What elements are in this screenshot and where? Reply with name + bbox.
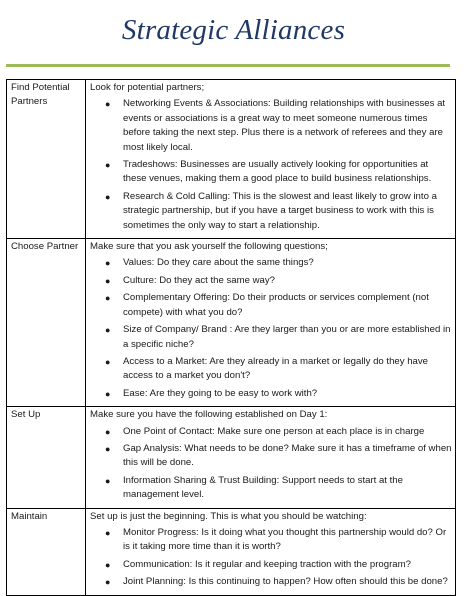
list-item <box>105 256 452 270</box>
row-label: Set Up <box>7 407 86 508</box>
list-item <box>105 474 452 503</box>
list-item-text: Networking Events & Associations: Building relationships with businesses at events or associations is a great way to meet someone numerous times before taking the next step. Plus there is a network of referees and they are most likely local. <box>123 98 446 153</box>
list-item <box>105 355 452 384</box>
list-item-text: Access to a Market: Are they already in a market or legally do they have access to a market you don't? <box>123 355 429 382</box>
bullet-icon: ● <box>105 559 111 570</box>
list-item-text: Monitor Progress: Is it doing what you thought this partnership would do? Or is it taking more time than it is worth? <box>123 526 447 553</box>
bullet-icon: ● <box>105 275 111 286</box>
bullet-list <box>90 526 452 590</box>
row-intro: Make sure you have the following established on Day 1: <box>90 409 328 421</box>
list-item-text: Tradeshows: Businesses are usually actively looking for opportunities at these venues, making them a good place to build business relationships. <box>123 159 432 185</box>
bullet-list <box>90 256 452 401</box>
list-item-text: Research & Cold Calling: This is the slowest and least likely to grow into a strategic partnership, but if you have a target business to work with this is sometimes the only way to start a relationship. <box>123 190 437 231</box>
list-item-text: Information Sharing & Trust Building: Support needs to start at the management level. <box>123 474 403 501</box>
list-item-text: Size of Company/ Brand : Are they larger than you or are more established in a specific niche? <box>123 324 451 350</box>
list-item-text: Values: Do they care about the same things? <box>123 257 314 269</box>
list-item <box>105 323 452 352</box>
list-item <box>105 558 452 572</box>
row-intro: Look for potential partners; <box>90 82 205 93</box>
table-row-set-up <box>7 407 456 508</box>
alliances-table-body <box>7 80 456 596</box>
list-item-text: One Point of Contact: Make sure one person at each place is in charge <box>123 425 425 437</box>
bullet-icon: ● <box>105 527 111 538</box>
table-row-find-potential-partners <box>7 80 456 239</box>
bullet-list <box>90 425 452 503</box>
list-item-text: Communication: Is it regular and keeping traction with the program? <box>123 558 411 570</box>
list-item <box>105 575 452 589</box>
bullet-icon: ● <box>105 160 111 171</box>
table-row-choose-partner <box>7 239 456 407</box>
list-item <box>105 274 452 288</box>
row-content <box>86 239 456 407</box>
bullet-icon: ● <box>105 293 111 304</box>
bullet-list <box>90 97 452 233</box>
bullet-icon: ● <box>105 426 111 437</box>
list-item-text: Culture: Do they act the same way? <box>123 274 275 286</box>
bullet-icon: ● <box>105 577 111 588</box>
list-item <box>105 442 452 471</box>
row-content <box>86 407 456 508</box>
list-item-text: Ease: Are they going to be easy to work with? <box>123 387 318 399</box>
bullet-icon: ● <box>105 258 111 269</box>
list-item <box>105 387 452 401</box>
list-item-text: Complementary Offering: Do their products or services complement (not compete) with what you do? <box>123 292 429 318</box>
bullet-icon: ● <box>105 356 111 367</box>
row-label: Choose Partner <box>7 239 86 407</box>
bullet-icon: ● <box>105 443 111 454</box>
list-item <box>105 97 452 155</box>
bullet-icon: ● <box>105 388 111 399</box>
title-underline <box>6 64 450 67</box>
document-title: Strategic Alliances <box>121 14 346 46</box>
alliances-table <box>6 79 456 596</box>
bullet-icon: ● <box>105 99 111 110</box>
table-row-maintain <box>7 508 456 595</box>
list-item <box>105 190 452 233</box>
list-item <box>105 291 452 320</box>
list-item <box>105 425 452 439</box>
bullet-icon: ● <box>105 475 111 486</box>
list-item-text: Gap Analysis: What needs to be done? Make sure it has a timeframe of when this will be done. <box>123 442 452 469</box>
row-content <box>86 508 456 595</box>
list-item <box>105 158 452 187</box>
list-item <box>105 526 452 555</box>
row-label: Maintain <box>7 508 86 595</box>
row-intro: Make sure that you ask yourself the following questions; <box>90 241 328 253</box>
list-item-text: Joint Planning: Is this continuing to happen? How often should this be done? <box>123 576 448 588</box>
bullet-icon: ● <box>105 325 111 336</box>
bullet-icon: ● <box>105 191 111 202</box>
row-intro: Set up is just the beginning. This is what you should be watching: <box>90 510 367 522</box>
row-content <box>86 80 456 239</box>
row-label: Find Potential Partners <box>7 80 86 239</box>
